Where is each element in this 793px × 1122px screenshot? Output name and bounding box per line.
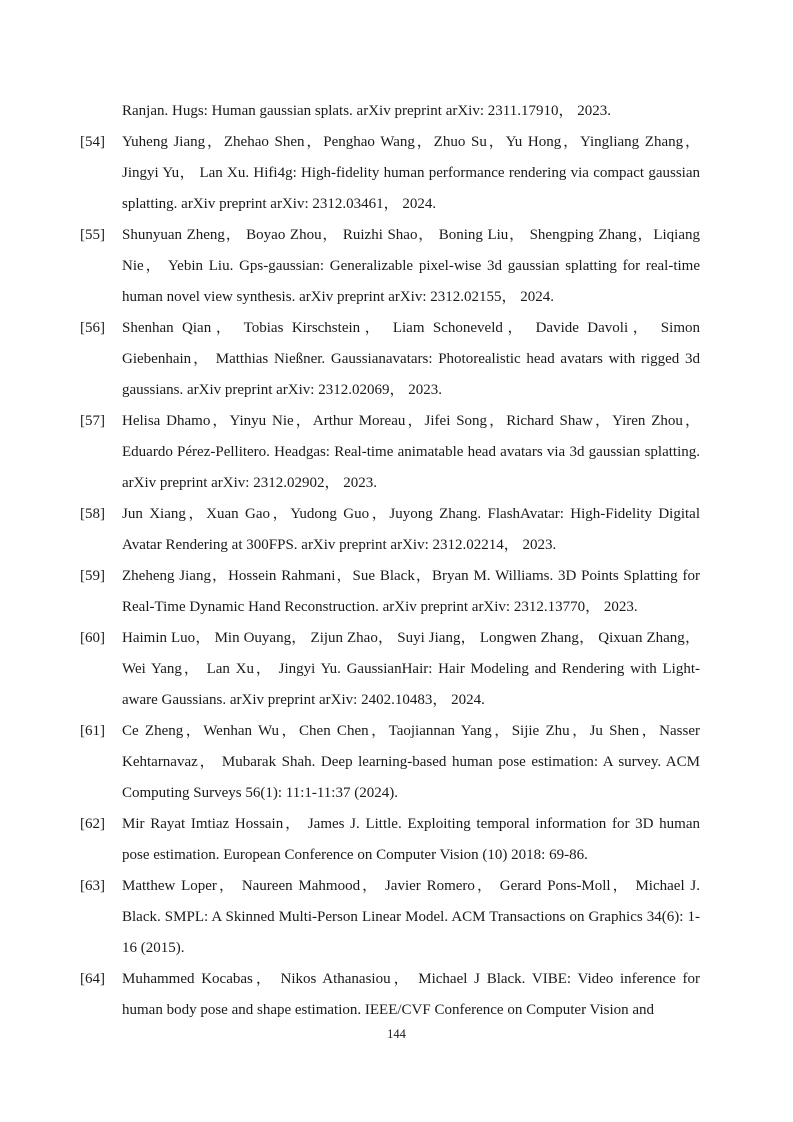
reference-text: Jun Xiang，Xuan Gao，Yudong Guo，Juyong Zhang. FlashAvatar: High-Fidelity Digital Avatar Rendering at 300FPS. arXiv preprint arXiv: 2312.02214， 2023. — [122, 506, 700, 553]
reference-text: Haimin Luo， Min Ouyang， Zijun Zhao， Suyi Jiang， Longwen Zhang， Qixuan Zhang， Wei Yang， Lan Xu， Jingyi Yu. GaussianHair: Hair Modeling and Rendering with Light-aware Gaussians. arXiv preprint arXiv: 2402.10483， 2024. — [122, 630, 700, 708]
reference-text: Shunyuan Zheng， Boyao Zhou， Ruizhi Shao， Boning Liu， Shengping Zhang，Liqiang Nie， Yebin Liu. Gps-gaussian: Generalizable pixel-wise 3d gaussian splatting for real-time human novel view synthesis. arXiv preprint arXiv: 2312.02155， 2024. — [122, 227, 700, 305]
reference-number: [62] — [80, 816, 105, 832]
reference-number: [63] — [80, 878, 105, 894]
reference-text: Zheheng Jiang，Hossein Rahmani，Sue Black，Bryan M. Williams. 3D Points Splatting for Real-Time Dynamic Hand Reconstruction. arXiv preprint arXiv: 2312.13770， 2023. — [122, 568, 700, 615]
page-number: 144 — [387, 1027, 406, 1041]
reference-item — [80, 964, 700, 1026]
reference-number: [64] — [80, 971, 105, 987]
reference-number: [56] — [80, 320, 105, 336]
reference-text: Helisa Dhamo，Yinyu Nie，Arthur Moreau，Jifei Song，Richard Shaw，Yiren Zhou，Eduardo Pérez-Pellitero. Headgas: Real-time animatable head avatars via 3d gaussian splatting. arXiv preprint arXiv: 2312.02902， 2023. — [122, 413, 700, 491]
reference-number: [60] — [80, 630, 105, 646]
reference-item — [80, 406, 700, 499]
reference-number: [57] — [80, 413, 105, 429]
reference-text: Matthew Loper， Naureen Mahmood， Javier Romero， Gerard Pons-Moll， Michael J. Black. SMPL: A Skinned Multi-Person Linear Model. ACM Transactions on Graphics 34(6): 1-16 (2015). — [122, 878, 700, 956]
reference-list — [0, 96, 793, 1026]
reference-number: [55] — [80, 227, 105, 243]
reference-item — [80, 871, 700, 964]
reference-item — [80, 127, 700, 220]
reference-continuation: Ranjan. Hugs: Human gaussian splats. arXiv preprint arXiv: 2311.17910， 2023. — [122, 103, 611, 119]
reference-item — [80, 561, 700, 623]
reference-text: Mir Rayat Imtiaz Hossain， James J. Little. Exploiting temporal information for 3D human pose estimation. European Conference on Computer Vision (10) 2018: 69-86. — [122, 816, 700, 863]
reference-number: [59] — [80, 568, 105, 584]
reference-item — [80, 623, 700, 716]
reference-text: Muhammed Kocabas， Nikos Athanasiou， Michael J Black. VIBE: Video inference for human body pose and shape estimation. IEEE/CVF Conference on Computer Vision and — [122, 971, 700, 1018]
reference-number: [61] — [80, 723, 105, 739]
reference-item — [80, 809, 700, 871]
reference-text: Ce Zheng，Wenhan Wu，Chen Chen，Taojiannan Yang，Sijie Zhu，Ju Shen，Nasser Kehtarnavaz， Mubarak Shah. Deep learning-based human pose estimation: A survey. ACM Computing Surveys 56(1): 11:1-11:37 (2024). — [122, 723, 700, 801]
reference-text: Shenhan Qian， Tobias Kirschstein， Liam Schoneveld， Davide Davoli， Simon Giebenhain， Matthias Nießner. Gaussianavatars: Photorealistic head avatars with rigged 3d gaussians. arXiv preprint arXiv: 2312.02069， 2023. — [122, 320, 700, 398]
reference-number: [58] — [80, 506, 105, 522]
reference-item — [80, 716, 700, 809]
reference-text: Yuheng Jiang，Zhehao Shen，Penghao Wang，Zhuo Su，Yu Hong，Yingliang Zhang，Jingyi Yu， Lan Xu. Hifi4g: High-fidelity human performance rendering via compact gaussian splatting. arXiv preprint arXiv: 2312.03461， 2024. — [122, 134, 700, 212]
reference-number: [54] — [80, 134, 105, 150]
reference-item — [80, 499, 700, 561]
reference-item — [80, 313, 700, 406]
reference-item — [80, 220, 700, 313]
